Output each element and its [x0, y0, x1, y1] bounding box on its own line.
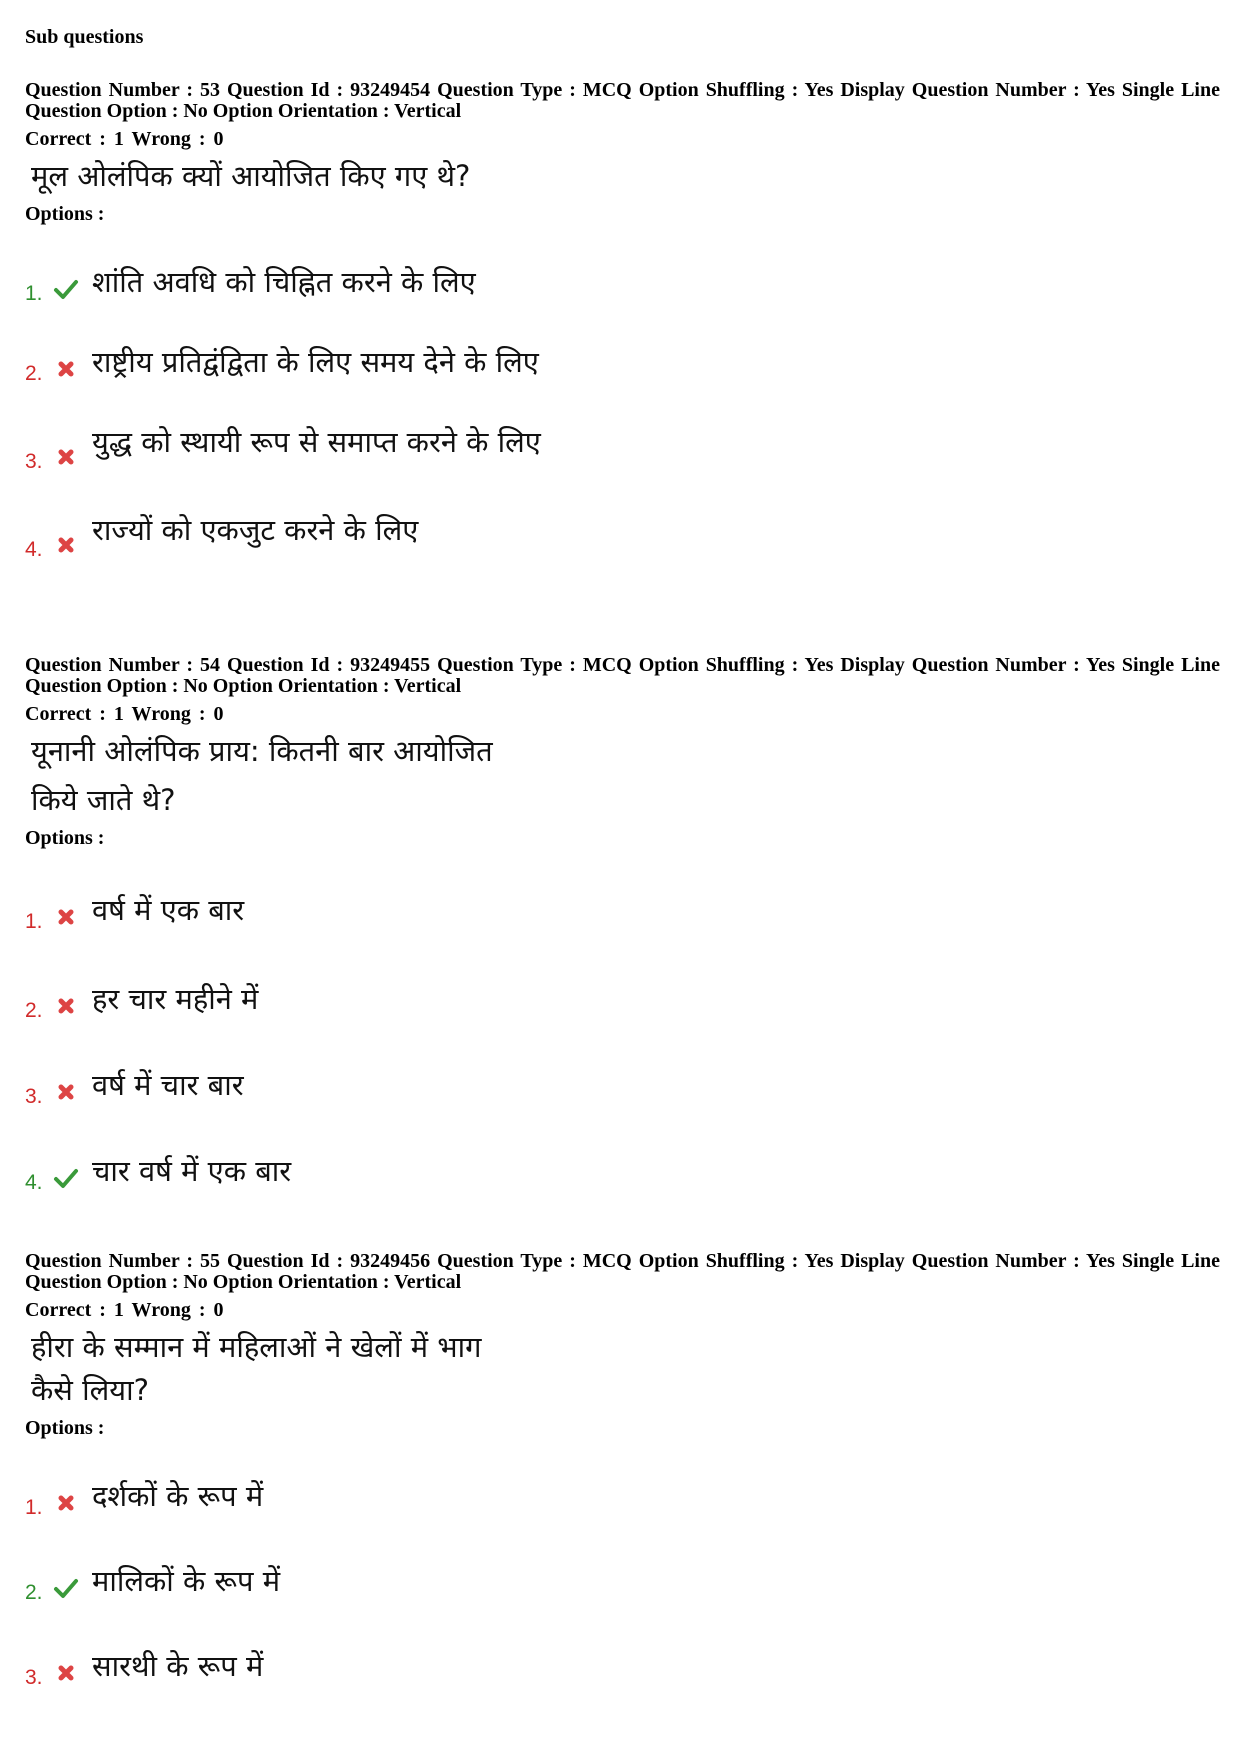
option-number: 2.	[25, 1581, 43, 1604]
question-text	[31, 1323, 1225, 1415]
cross-icon	[53, 1660, 79, 1686]
question-score: Correct : 1 Wrong : 0	[25, 1299, 224, 1321]
option-2	[25, 342, 925, 392]
option-number: 4.	[25, 538, 43, 561]
options-label: Options :	[25, 1417, 105, 1439]
question-meta: Question Number : 53 Question Id : 93249454 Question Type : MCQ Option Shuffling : Yes Display Question Number : Yes Single Line Question Option : No Option Orientation : Vertical	[25, 79, 1220, 122]
option-4	[25, 513, 925, 568]
options-label: Options :	[25, 827, 105, 849]
question-score: Correct : 1 Wrong : 0	[25, 128, 224, 150]
option-number: 4.	[25, 1171, 43, 1194]
option-text: वर्ष में चार बार	[92, 1068, 244, 1102]
option-text: वर्ष में एक बार	[92, 893, 245, 927]
option-number: 1.	[25, 910, 43, 933]
cross-icon	[53, 532, 79, 558]
option-text: राष्ट्रीय प्रतिद्वंद्विता के लिए समय देने के लिए	[92, 345, 539, 379]
question-text: मूल ओलंपिक क्यों आयोजित किए गए थे?	[31, 159, 471, 193]
question-score: Correct : 1 Wrong : 0	[25, 703, 224, 725]
option-text: शांति अवधि को चिह्नित करने के लिए	[92, 265, 476, 299]
cross-icon	[53, 444, 79, 470]
option-number: 1.	[25, 1496, 43, 1519]
question-text-line: हीरा के सम्मान में महिलाओं ने खेलों में भाग	[31, 1330, 482, 1364]
option-text: दर्शकों के रूप में	[92, 1479, 264, 1513]
cross-icon	[53, 1079, 79, 1105]
question-block-54	[25, 654, 1225, 1194]
option-3	[25, 425, 925, 480]
option-4	[25, 1151, 925, 1201]
option-3	[25, 1646, 925, 1696]
check-icon	[53, 276, 79, 302]
option-2	[25, 1561, 925, 1611]
option-text: चार वर्ष में एक बार	[92, 1154, 292, 1188]
option-text: राज्यों को एकजुट करने के लिए	[92, 513, 419, 547]
option-number: 2.	[25, 362, 43, 385]
question-meta: Question Number : 55 Question Id : 93249456 Question Type : MCQ Option Shuffling : Yes Display Question Number : Yes Single Line Question Option : No Option Orientation : Vertical	[25, 1250, 1220, 1293]
check-icon	[53, 1165, 79, 1191]
question-text-line: किये जाते थे?	[31, 783, 176, 817]
option-number: 3.	[25, 450, 43, 473]
question-block-55	[25, 1250, 1225, 1689]
question-text-line: यूनानी ओलंपिक प्राय: कितनी बार आयोजित	[31, 734, 493, 768]
check-icon	[53, 1575, 79, 1601]
option-3	[25, 1065, 925, 1115]
cross-icon	[53, 993, 79, 1019]
question-text	[31, 727, 1225, 825]
page-heading: Sub questions	[25, 26, 144, 48]
option-number: 3.	[25, 1666, 43, 1689]
option-number: 3.	[25, 1085, 43, 1108]
cross-icon	[53, 904, 79, 930]
option-text: युद्ध को स्थायी रूप से समाप्त करने के लिए	[92, 425, 541, 459]
option-number: 2.	[25, 999, 43, 1022]
option-text: सारथी के रूप में	[92, 1649, 264, 1683]
question-text-line: कैसे लिया?	[31, 1373, 149, 1407]
options-label: Options :	[25, 203, 105, 225]
option-2	[25, 979, 925, 1029]
option-text: मालिकों के रूप में	[92, 1564, 281, 1598]
question-block-53	[25, 79, 1225, 561]
option-1	[25, 890, 925, 940]
cross-icon	[53, 356, 79, 382]
question-meta: Question Number : 54 Question Id : 93249455 Question Type : MCQ Option Shuffling : Yes Display Question Number : Yes Single Line Question Option : No Option Orientation : Vertical	[25, 654, 1220, 697]
option-1	[25, 1476, 925, 1526]
option-number: 1.	[25, 282, 43, 305]
option-text: हर चार महीने में	[92, 982, 259, 1016]
option-1	[25, 262, 925, 312]
cross-icon	[53, 1490, 79, 1516]
